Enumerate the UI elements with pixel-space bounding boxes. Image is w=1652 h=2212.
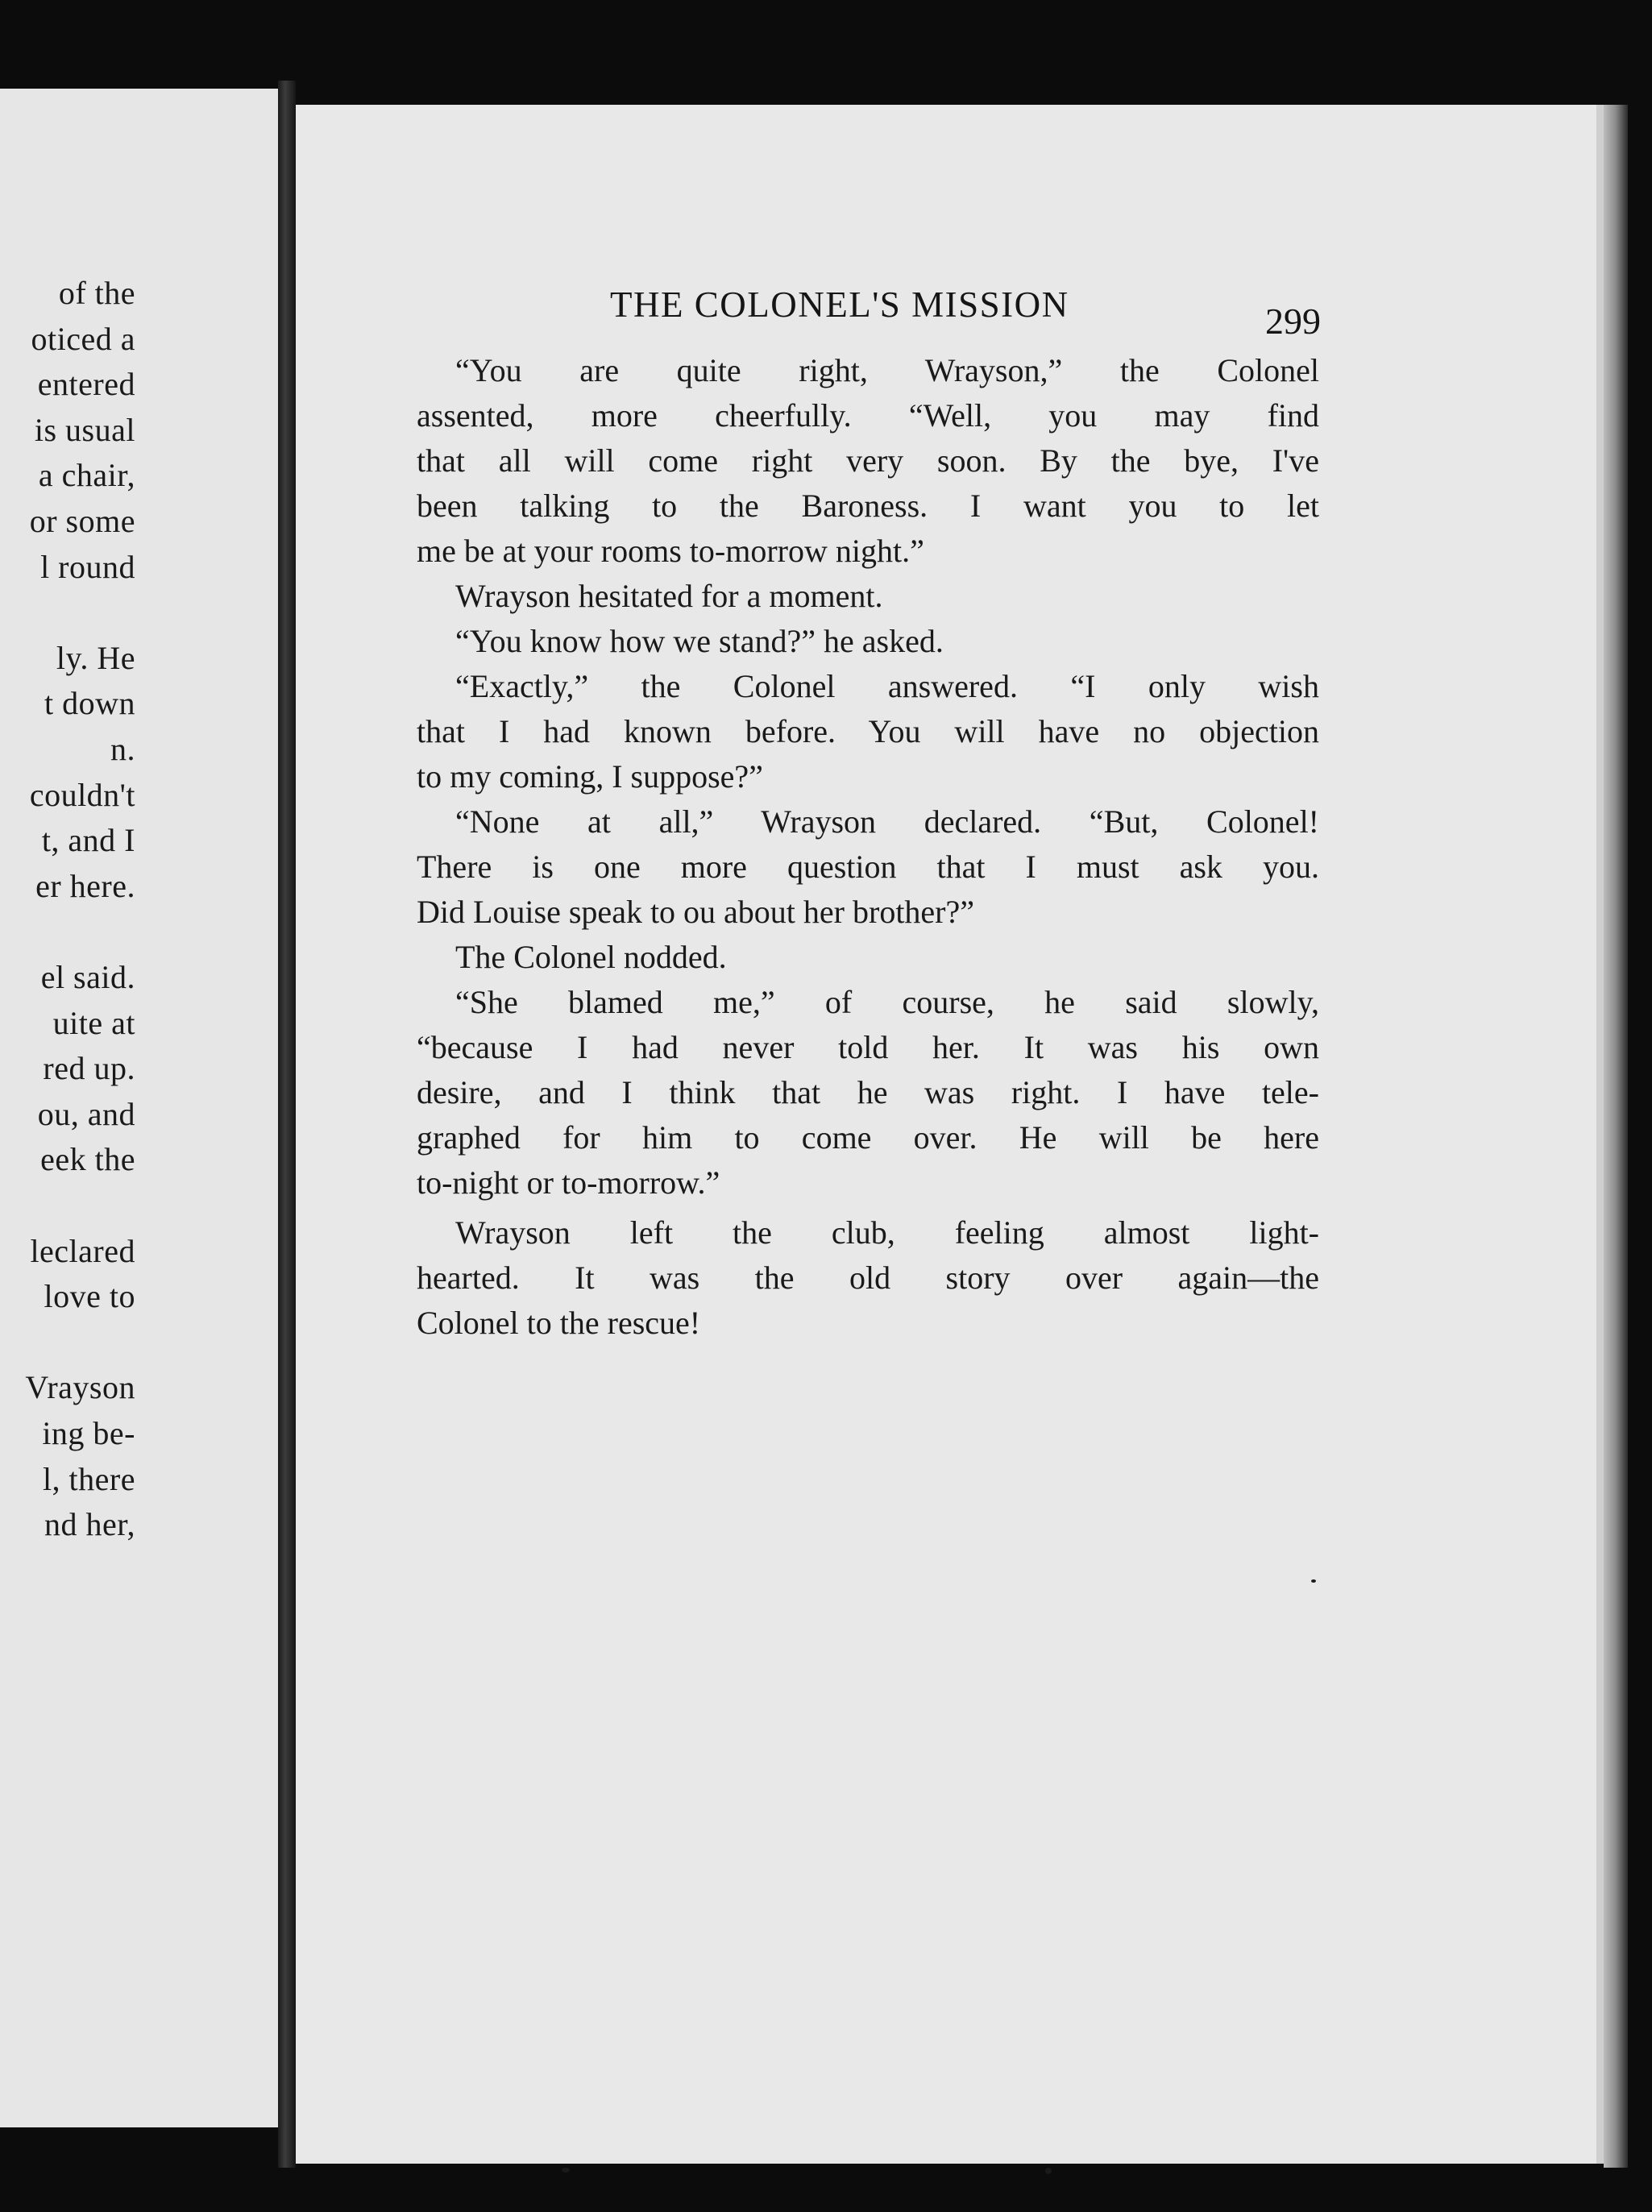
previous-page-line: l, there [42,1460,135,1497]
previous-page-line: l round [40,548,135,585]
previous-page-line: is usual [34,411,135,448]
text-line: assented, more cheerfully. “Well, you may find [417,397,1319,434]
text-line: hearted. It was the old story over again—the [417,1260,1319,1296]
previous-page-line: or some [29,503,135,539]
scan-speck [1311,1579,1316,1583]
text-line: that all will come right very soon. By the bye, I've [417,442,1319,479]
previous-page [0,89,278,2127]
text-line: “None at all,” Wrayson declared. “But, Colonel! [455,803,1319,840]
text-line: desire, and I think that he was right. I have tele- [417,1074,1319,1110]
previous-page-line: t, and I [41,822,135,859]
previous-page-line: a chair, [38,457,135,494]
running-head: THE COLONEL'S MISSION [610,284,1069,325]
page-edge [1604,105,1628,2168]
previous-page-line: Vrayson [25,1369,135,1406]
previous-page-line: n. [110,731,135,767]
previous-page-line: of the [58,275,135,311]
previous-page-line: er here. [35,867,135,904]
previous-page-line: eek the [40,1141,135,1178]
scan-speck [1045,2168,1052,2174]
text-line: “Exactly,” the Colonel answered. “I only wish [455,668,1319,704]
text-line: “She blamed me,” of course, he said slowly, [455,984,1319,1020]
text-line: me be at your rooms to-morrow night.” [417,533,924,569]
previous-page-line: el said. [40,959,135,995]
previous-page-line: ing be- [42,1415,135,1451]
previous-page-line: ly. He [56,639,135,676]
page-number: 299 [1265,301,1321,342]
text-line: Colonel to the rescue! [417,1305,701,1341]
previous-page-line: leclared [30,1232,135,1269]
text-line: been talking to the Baroness. I want you to let [417,488,1319,524]
text-line: “because I had never told her. It was his own [417,1029,1319,1065]
text-line: to my coming, I suppose?” [417,758,763,795]
previous-page-line: love to [44,1278,135,1315]
text-line: Did Louise speak to ou about her brother?” [417,894,975,930]
text-line: that I had known before. You will have no objection [417,713,1319,749]
previous-page-line: uite at [52,1004,135,1041]
page-body-text [417,348,1319,1346]
text-line: There is one more question that I must ask you. [417,849,1319,885]
text-line: “You know how we stand?” he asked. [455,623,944,659]
book-gutter [278,81,296,2168]
previous-page-line: ou, and [37,1095,135,1132]
previous-page-line: t down [44,685,135,722]
text-line: The Colonel nodded. [455,939,727,975]
text-line: Wrayson hesitated for a moment. [455,578,883,614]
previous-page-line: nd her, [44,1506,135,1543]
text-line: to-night or to-morrow.” [417,1164,720,1201]
previous-page-line: entered [37,366,135,403]
text-line: Wrayson left the club, feeling almost light- [455,1214,1319,1251]
text-line: graphed for him to come over. He will be here [417,1119,1319,1156]
previous-page-line: couldn't [29,776,135,813]
previous-page-line: red up. [43,1050,135,1087]
text-line: “You are quite right, Wrayson,” the Colonel [455,352,1319,388]
scan-speck [562,2168,570,2173]
previous-page-line: oticed a [31,320,135,357]
